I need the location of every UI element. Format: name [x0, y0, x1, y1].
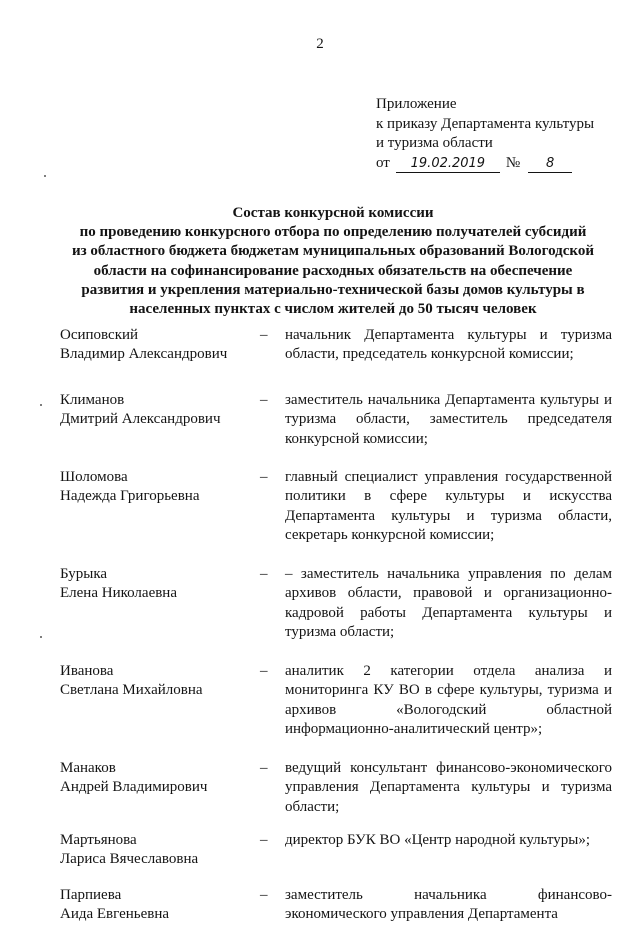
member-dash: – — [260, 392, 268, 408]
member-dash: – — [260, 327, 268, 343]
scan-speck — [44, 175, 46, 177]
handwritten-number: 8 — [528, 156, 572, 173]
member-entry — [60, 662, 616, 759]
commission-members-list — [60, 326, 616, 926]
number-label: № — [505, 154, 521, 171]
member-given-names: Светлана Михайловна — [60, 682, 203, 699]
from-label: от — [376, 154, 390, 171]
member-role: ведущий консультант финансово-экономического управления Департамента культуры и туризма области; — [285, 760, 612, 815]
member-name — [60, 886, 256, 925]
member-surname: Климанов — [60, 392, 125, 408]
member-role: главный специалист управления государственной политики в сфере культуры и искусства Департамента культуры и туризма области, секретарь конкурсной комиссии; — [285, 469, 612, 543]
member-surname: Манаков — [60, 760, 116, 776]
title-line-5: развития и укрепления материально-технической базы домов культуры в — [81, 281, 585, 298]
member-name — [60, 831, 256, 870]
handwritten-date: 19.02.2019 — [396, 156, 500, 173]
member-role: начальник Департамента культуры и туризма области, председатель конкурсной комиссии; — [285, 327, 612, 363]
member-name — [60, 391, 256, 430]
member-dash: – — [260, 566, 268, 582]
member-surname: Иванова — [60, 663, 114, 679]
member-surname: Шоломова — [60, 469, 128, 485]
member-surname: Мартьянова — [60, 832, 137, 848]
member-surname: Осиповский — [60, 327, 139, 343]
member-role: – заместитель начальника управления по делам архивов области, правовой и организационно-кадровой работы Департамента культуры и туризма области; — [285, 566, 612, 640]
member-name — [60, 662, 256, 701]
member-entry — [60, 326, 616, 391]
member-entry — [60, 468, 616, 565]
member-role: заместитель начальника Департамента культуры и туризма области, заместитель председателя конкурсной комиссии; — [285, 392, 612, 447]
member-given-names: Аида Евгеньевна — [60, 906, 170, 923]
member-role: директор БУК ВО «Центр народной культуры»; — [285, 832, 591, 848]
member-given-names: Дмитрий Александрович — [60, 411, 221, 428]
member-name — [60, 468, 256, 507]
member-name — [60, 759, 256, 798]
title-line-6: населенных пунктах с числом жителей до 50 тысяч человек — [129, 301, 537, 318]
appendix-date-line — [376, 154, 594, 174]
scan-speck — [40, 636, 42, 638]
member-entry — [60, 759, 616, 831]
appendix-line-2: к приказу Департамента культуры — [376, 115, 595, 132]
member-dash: – — [260, 663, 268, 679]
member-surname: Бурыка — [60, 566, 108, 582]
member-name — [60, 326, 256, 365]
page-number: 2 — [316, 36, 324, 52]
member-surname: Парпиева — [60, 887, 122, 903]
member-dash: – — [260, 887, 268, 903]
member-entry — [60, 391, 616, 468]
member-given-names: Владимир Александрович — [60, 346, 228, 363]
member-dash: – — [260, 760, 268, 776]
member-dash: – — [260, 832, 268, 848]
title-line-3: из областного бюджета бюджетам муниципальных образований Вологодской — [72, 243, 594, 260]
member-given-names: Андрей Владимирович — [60, 779, 208, 796]
member-entry — [60, 886, 616, 926]
member-entry — [60, 565, 616, 662]
document-title — [40, 204, 626, 319]
member-dash: – — [260, 469, 268, 485]
member-given-names: Лариса Вячеславовна — [60, 851, 199, 868]
scan-speck — [40, 404, 42, 406]
appendix-line-1: Приложение — [376, 96, 457, 112]
member-name — [60, 565, 256, 604]
appendix-line-3: и туризма области — [376, 135, 493, 151]
title-line-2: по проведению конкурсного отбора по определению получателей субсидий — [79, 224, 587, 241]
member-role: аналитик 2 категории отдела анализа и мониторинга КУ ВО в сфере культуры, туризма и архивов «Вологодский областной информационно-аналитический центр»; — [285, 663, 612, 737]
appendix-header — [376, 95, 594, 173]
title-line-4: области на софинансирование расходных обязательств на обеспечение — [93, 262, 573, 279]
member-entry — [60, 831, 616, 886]
member-given-names: Надежда Григорьевна — [60, 488, 200, 505]
member-role: заместитель начальника финансово-экономического управления Департамента — [285, 887, 612, 923]
title-line-1: Состав конкурсной комиссии — [232, 205, 434, 221]
member-given-names: Елена Николаевна — [60, 585, 177, 602]
